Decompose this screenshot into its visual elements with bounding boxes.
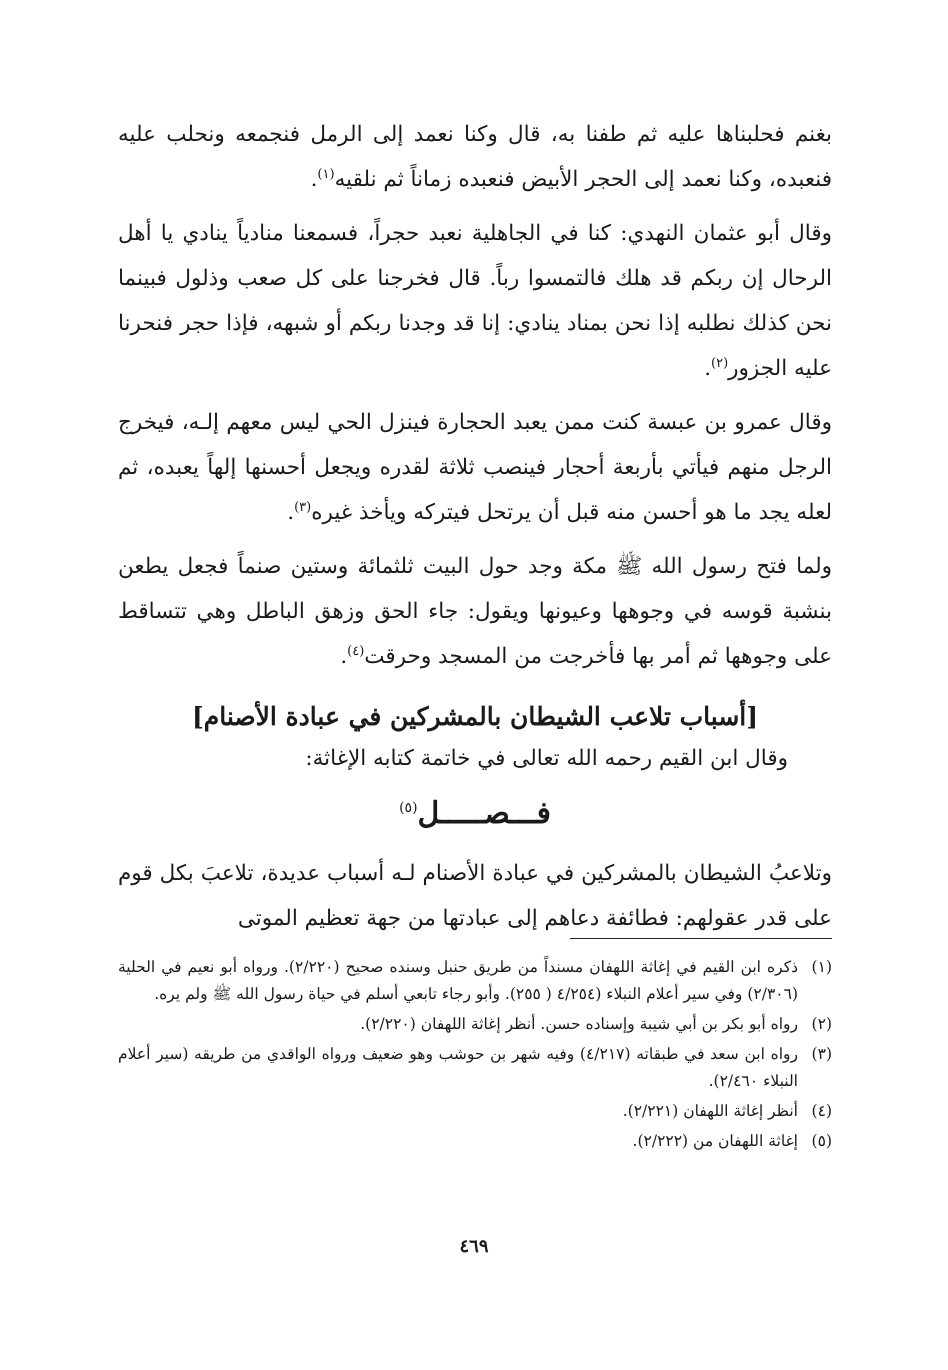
paragraph-2	[118, 211, 832, 391]
paragraph-4	[118, 544, 832, 679]
footnote-number: (٥)	[811, 1132, 832, 1150]
paragraph-5: وتلاعبُ الشيطان بالمشركين في عبادة الأصنام لـه أسباب عديدة، تلاعبَ بكل قوم على قدر عقولهم: فطائفة دعاهم إلى عبادتها من جهة تعظيم الموتى	[118, 861, 832, 931]
footnote-text: أنظر إغاثة اللهفان (٢/٢٢١).	[622, 1102, 798, 1120]
footnote-ref-2[interactable]: (٢)	[711, 355, 729, 371]
footnote-divider	[570, 938, 832, 939]
paragraph-3	[118, 400, 832, 535]
paragraph-1-text: بغنم فحلبناها عليه ثم طفنا به، قال وكنا نعمد إلى الرمل فنجمعه ونحلب عليه فنعبده، وكنا نعمد إلى الحجر الأبيض فنعبده زماناً ثم نلقيه	[118, 122, 832, 192]
page-number: ٤٦٩	[459, 1236, 489, 1257]
footnote-number: (١)	[811, 958, 832, 976]
fasl-text: فـــصـــــل	[417, 796, 551, 831]
paragraph-2-text: وقال أبو عثمان النهدي: كنا في الجاهلية نعبد حجراً، فسمعنا منادياً ينادي يا أهل الرحال إن ربكم قد هلك فالتمسوا رباً. قال فخرجنا على كل صعب وذلول فبينما نحن كذلك نطلبه إذا نحن بمناد ينادي: إنا قد وجدنا ربكم أو شبهه، فإذا حجر فنحرنا عليه الجزور	[118, 221, 832, 381]
footnote-2	[118, 1011, 832, 1038]
intro-line: وقال ابن القيم رحمه الله تعالى في خاتمة كتابه الإغاثة:	[305, 746, 788, 771]
paragraph-4-text: ولما فتح رسول الله ﷺ مكة وجد حول البيت ثلثمائة وستين صنماً فجعل يطعن بنشبة قوسه في وجوهها وعيونها ويقول: جاء الحق وزهق الباطل وهي تتساقط على وجوهها ثم أمر بها فأخرجت من المسجد وحرقت	[118, 554, 832, 669]
footnote-ref-4[interactable]: (٤)	[347, 643, 365, 659]
footnote-text: ذكره ابن القيم في إغاثة اللهفان مسنداً من طريق حنبل وسنده صحيح (٢/٢٢٠). ورواه أبو نعيم في الحلية (٢/٣٠٦) وفي سير أعلام النبلاء (٤/٢٥٤ ( ٢٥٥). وأبو رجاء تابعي أسلم في حياة رسول الله ﷺ ولم يره.	[118, 958, 798, 1003]
footnote-ref-5[interactable]: (٥)	[399, 800, 418, 816]
footnote-text: رواه ابن سعد في طبقاته (٤/٢١٧) وفيه شهر بن حوشب وهو ضعيف ورواه الواقدي من طريقه (سير أعلام النبلاء ٢/٤٦٠).	[118, 1045, 798, 1090]
footnote-1	[118, 954, 832, 1008]
paragraph-1-end: .	[310, 167, 318, 192]
main-text	[118, 112, 832, 941]
fasl-heading	[118, 785, 832, 843]
paragraph-2-end: .	[704, 356, 712, 381]
footnote-number: (٤)	[811, 1102, 832, 1120]
section-heading: [أسباب تلاعب الشيطان بالمشركين في عبادة الأصنام]	[191, 702, 759, 731]
paragraph-3-end: .	[287, 500, 295, 525]
paragraph-1	[118, 112, 832, 202]
footnotes	[118, 954, 832, 1158]
footnote-text: إغاثة اللهفان من (٢/٢٢٢).	[632, 1132, 798, 1150]
footnote-4	[118, 1098, 832, 1125]
footnote-number: (٣)	[811, 1045, 832, 1063]
paragraph-4-end: .	[340, 644, 348, 669]
footnote-text: رواه أبو بكر بن أبي شيبة وإسناده حسن. أنظر إغاثة اللهفان (٢/٢٢٠).	[360, 1015, 798, 1033]
footnote-number: (٢)	[811, 1015, 832, 1033]
paragraph-3-text: وقال عمرو بن عبسة كنت ممن يعبد الحجارة فينزل الحي ليس معهم إلـه، فيخرج الرجل منهم فيأتي بأربعة أحجار فينصب ثلاثة لقدره ويجعل أحسنها إلهاً يعبده، ثم لعله يجد ما هو أحسن منه قبل أن يرتحل فيتركه ويأخذ غيره	[118, 410, 832, 525]
footnote-ref-3[interactable]: (٣)	[294, 499, 312, 515]
footnote-3	[118, 1041, 832, 1095]
footnote-5	[118, 1128, 832, 1155]
footnote-ref-1[interactable]: (١)	[317, 166, 335, 182]
